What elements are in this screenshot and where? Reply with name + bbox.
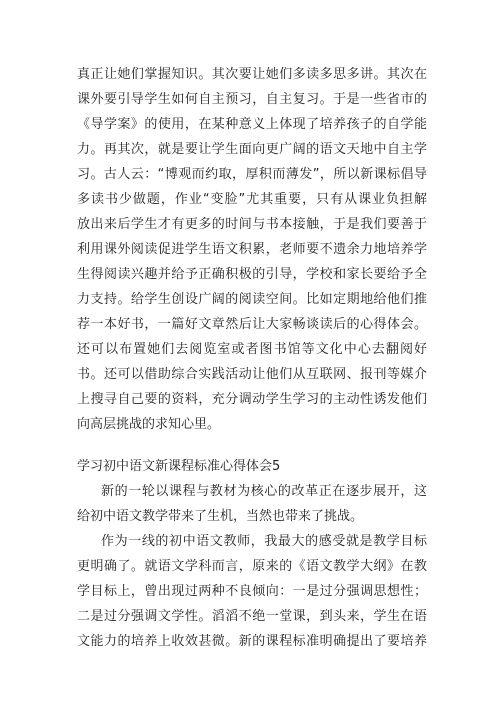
- paragraph-line: 上搜寻自己要的资料，充分调动学生学习的主动性诱发他们: [77, 392, 427, 407]
- paragraph-line: 新的一轮以课程与教材为核心的改革正在逐步展开，这: [101, 484, 427, 499]
- paragraph-line: 给初中语文教学带来了生机，当然也带来了挑战。: [77, 509, 364, 524]
- paragraph-line: 书。还可以借助综合实践活动让他们从互联网、报刊等媒介: [77, 367, 427, 382]
- paragraph-line: 真正让她们掌握知识。其次要让她们多读多思多讲。其次在: [77, 67, 427, 82]
- paragraph-line: 还可以布置她们去阅览室或者图书馆等文化中心去翻阅好: [77, 342, 427, 357]
- section-title: 学习初中语文新课程标准心得体会5: [77, 459, 281, 474]
- paragraph-line: 力。再其次，就是要让学生面向更广阔的语文天地中自主学: [77, 142, 427, 157]
- paragraph-line: 二是过分强调文学性。滔滔不绝一堂课，到头来，学生在语: [77, 609, 427, 624]
- paragraph-line: 向高层挑战的求知心里。: [77, 417, 221, 432]
- paragraph-line: 学目标上，曾出现过两种不良倾向：一是过分强调思想性；: [77, 584, 427, 599]
- paragraph-line: 放出来后学生才有更多的时间与书本接触，于是我们要善于: [77, 217, 427, 232]
- paragraph-line: 更明确了。就语文学科而言，原来的《语文教学大纲》在教: [77, 559, 427, 574]
- paragraph-line: 多读书少做题，作业“变脸”尤其重要，只有从课业负担解: [77, 192, 427, 207]
- paragraph-line: 《导学案》的使用，在某种意义上体现了培养孩子的自学能: [77, 117, 427, 132]
- paragraph-line: 习。古人云：“博观而约取，厚积而薄发”，所以新课标倡导: [77, 167, 427, 182]
- paragraph-line: 荐一本好书，一篇好文章然后让大家畅谈读后的心得体会。: [77, 317, 427, 332]
- paragraph-line: 利用课外阅读促进学生语文积累，老师要不遗余力地培养学: [77, 242, 427, 257]
- paragraph-line: 课外要引导学生如何自主预习，自主复习。于是一些省市的: [77, 92, 427, 107]
- paragraph-line: 生得阅读兴趣并给予正确积极的引导，学校和家长要给予全: [77, 267, 427, 282]
- paragraph-line: 力支持。给学生创设广阔的阅读空间。比如定期地给他们推: [77, 292, 427, 307]
- paragraph-line: 作为一线的初中语文教师，我最大的感受就是教学目标: [101, 534, 427, 549]
- paragraph-line: 文能力的培养上收效甚微。新的课程标准明确提出了要培养: [77, 634, 427, 649]
